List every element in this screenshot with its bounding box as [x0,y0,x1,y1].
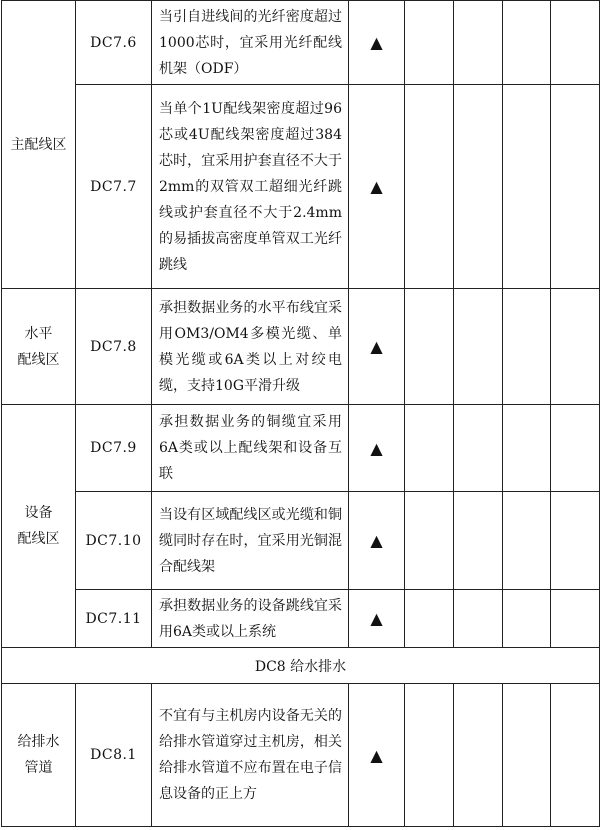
blank-cell [503,405,551,492]
triangle-mark-icon: ▲ [349,405,405,492]
category-cell: 给排水 管道 [2,684,76,827]
spec-table [1,0,600,827]
code-cell: DC7.9 [76,405,152,492]
blank-cell [454,1,503,85]
triangle-mark-icon: ▲ [349,590,405,648]
blank-cell [551,289,600,405]
triangle-mark-icon: ▲ [349,289,405,405]
blank-cell [405,590,454,648]
requirement-cell: 承担数据业务的铜缆宜采用6A类或以上配线架和设备互联 [152,405,349,492]
blank-cell [551,492,600,590]
table-row [2,492,600,590]
blank-cell [551,1,600,85]
blank-cell [454,85,503,289]
category-cell: 设备 配线区 [2,405,76,648]
table-row [2,85,600,289]
blank-cell [454,405,503,492]
requirement-cell: 承担数据业务的设备跳线宜采用6A类或以上系统 [152,590,349,648]
triangle-mark-icon: ▲ [349,492,405,590]
blank-cell [405,289,454,405]
triangle-mark-icon: ▲ [349,684,405,827]
code-cell: DC7.8 [76,289,152,405]
table-row [2,405,600,492]
blank-cell [551,684,600,827]
blank-cell [503,85,551,289]
table-row [2,1,600,85]
requirement-cell: 承担数据业务的水平布线宜采用OM3/OM4多模光缆、单模光缆或6A类以上对绞电缆，支持10G平滑升级 [152,289,349,405]
requirement-cell: 当引自进线间的光纤密度超过1000芯时，宜采用光纤配线机架（ODF） [152,1,349,85]
table-row [2,590,600,648]
blank-cell [551,590,600,648]
blank-cell [551,405,600,492]
requirement-cell: 当设有区域配线区或光缆和铜缆同时存在时，宜采用光铜混合配线架 [152,492,349,590]
triangle-mark-icon: ▲ [349,85,405,289]
code-cell: DC8.1 [76,684,152,827]
blank-cell [503,492,551,590]
blank-cell [454,492,503,590]
table-row [2,684,600,827]
blank-cell [405,684,454,827]
section-row [2,648,600,684]
blank-cell [454,590,503,648]
category-cell: 水平 配线区 [2,289,76,405]
section-title: DC8 给水排水 [2,648,600,684]
blank-cell [503,590,551,648]
blank-cell [405,1,454,85]
blank-cell [503,289,551,405]
code-cell: DC7.7 [76,85,152,289]
blank-cell [503,1,551,85]
blank-cell [454,289,503,405]
category-cell: 主配线区 [2,1,76,289]
blank-cell [405,492,454,590]
blank-cell [551,85,600,289]
blank-cell [454,684,503,827]
blank-cell [405,405,454,492]
requirement-cell: 不宜有与主机房内设备无关的给排水管道穿过主机房，相关给排水管道不应布置在电子信息设备的正上方 [152,684,349,827]
table-row [2,289,600,405]
code-cell: DC7.10 [76,492,152,590]
code-cell: DC7.6 [76,1,152,85]
blank-cell [503,684,551,827]
blank-cell [405,85,454,289]
code-cell: DC7.11 [76,590,152,648]
triangle-mark-icon: ▲ [349,1,405,85]
requirement-cell: 当单个1U配线架密度超过96芯或4U配线架密度超过384芯时，宜采用护套直径不大于2mm的双管双工超细光纤跳线或护套直径不大于2.4mm的易插拔高密度单管双工光纤跳线 [152,85,349,289]
